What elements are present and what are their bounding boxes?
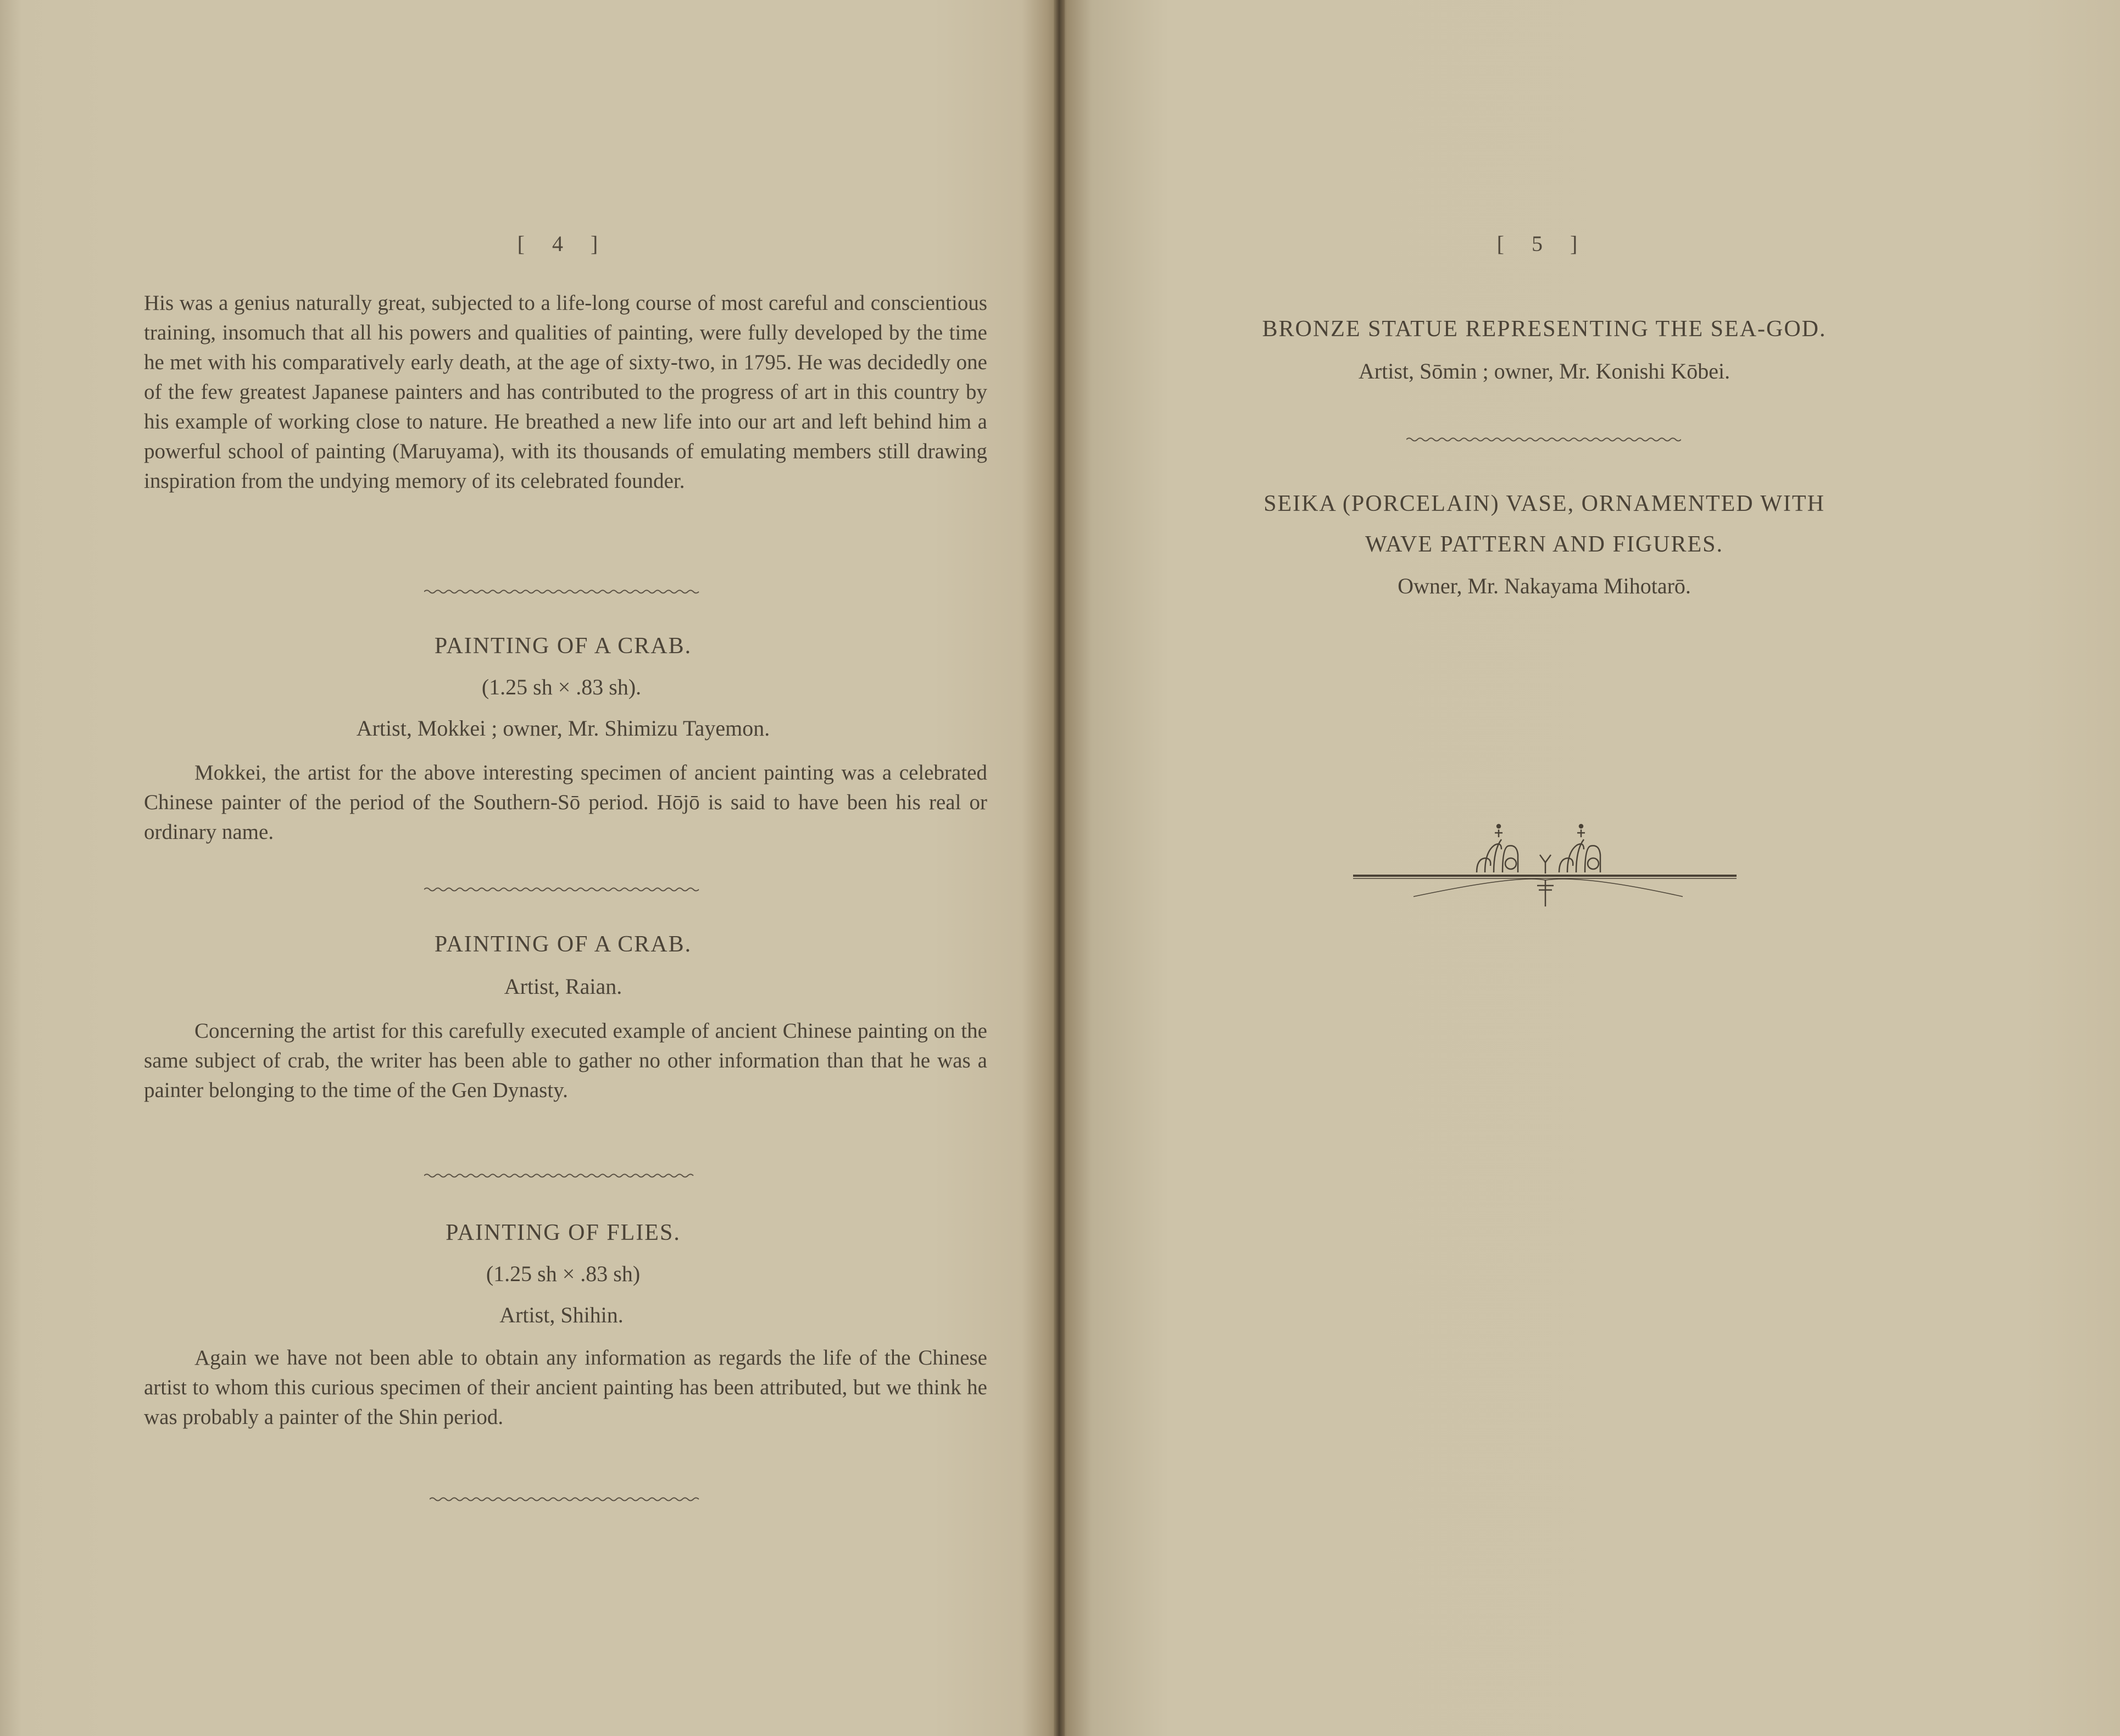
page-number-right: [ 5 ] (1496, 231, 1589, 256)
entry-credit-vase: Owner, Mr. Nakayama Mihotarō. (1398, 574, 1691, 598)
entry-text-crab-2: Concerning the artist for this carefully executed example of ancient Chinese painting on the same subject of crab, the writer has been able to gather no other information than that he was a painter belonging to the time of the Gen Dynasty. (144, 1019, 987, 1102)
entry-size-crab-1: (1.25 sh × .83 sh). (481, 675, 642, 699)
book-gutter (1054, 0, 1065, 1736)
tailpiece-ornament-icon (1353, 813, 1743, 912)
entry-title-vase-line2: WAVE PATTERN AND FIGURES. (1365, 532, 1724, 557)
wavy-divider (424, 1172, 696, 1179)
entry-credit-crab-1: Artist, Mokkei ; owner, Mr. Shimizu Tayemon. (356, 716, 770, 741)
entry-title-bronze-statue: BRONZE STATUE REPRESENTING THE SEA-GOD. (1262, 316, 1827, 342)
entry-title-flies: PAINTING OF FLIES. (446, 1220, 681, 1245)
entry-credit-flies: Artist, Shihin. (499, 1303, 624, 1327)
wavy-divider (1406, 436, 1681, 443)
entry-title-vase-line1: SEIKA (PORCELAIN) VASE, ORNAMENTED WITH (1264, 491, 1825, 516)
right-page (1059, 0, 2120, 1736)
entry-title-crab-1: PAINTING OF A CRAB. (434, 633, 692, 659)
wavy-divider (430, 1495, 702, 1503)
intro-paragraph: His was a genius naturally great, subjected to a life-long course of most careful and conscientious training, insomuch that all his powers and qualities of painting, were fully developed by the time he met with his comparatively early death, at the age of sixty-two, in 1795. He was decidedly one of the few greatest Japanese painters and has contributed to the progress of art in this country by his example of working close to nature. He breathed a new life into our art and left behind him a powerful school of painting (Maruyama), with its thousands of emulating members still drawing inspiration from the undying memory of its celebrated founder. (144, 291, 987, 493)
wavy-divider (424, 886, 702, 893)
wavy-divider (424, 588, 702, 596)
entry-text-crab-1: Mokkei, the artist for the above interesting specimen of ancient painting was a celebrated Chinese painter of the period of the Southern-Sō period. Hōjō is said to have been his real or ordinary name. (144, 761, 987, 844)
entry-credit-bronze-statue: Artist, Sōmin ; owner, Mr. Konishi Kōbei. (1358, 359, 1731, 383)
entry-credit-crab-2: Artist, Raian. (504, 974, 622, 999)
page-number-left: [ 4 ] (517, 231, 609, 256)
entry-title-crab-2: PAINTING OF A CRAB. (434, 932, 692, 957)
entry-text-flies: Again we have not been able to obtain any information as regards the life of the Chinese artist to whom this curious specimen of their ancient painting has been attributed, but we think he was probably a painter of the Shin period. (144, 1346, 987, 1429)
entry-size-flies: (1.25 sh × .83 sh) (486, 1261, 641, 1286)
left-page (0, 0, 1059, 1736)
